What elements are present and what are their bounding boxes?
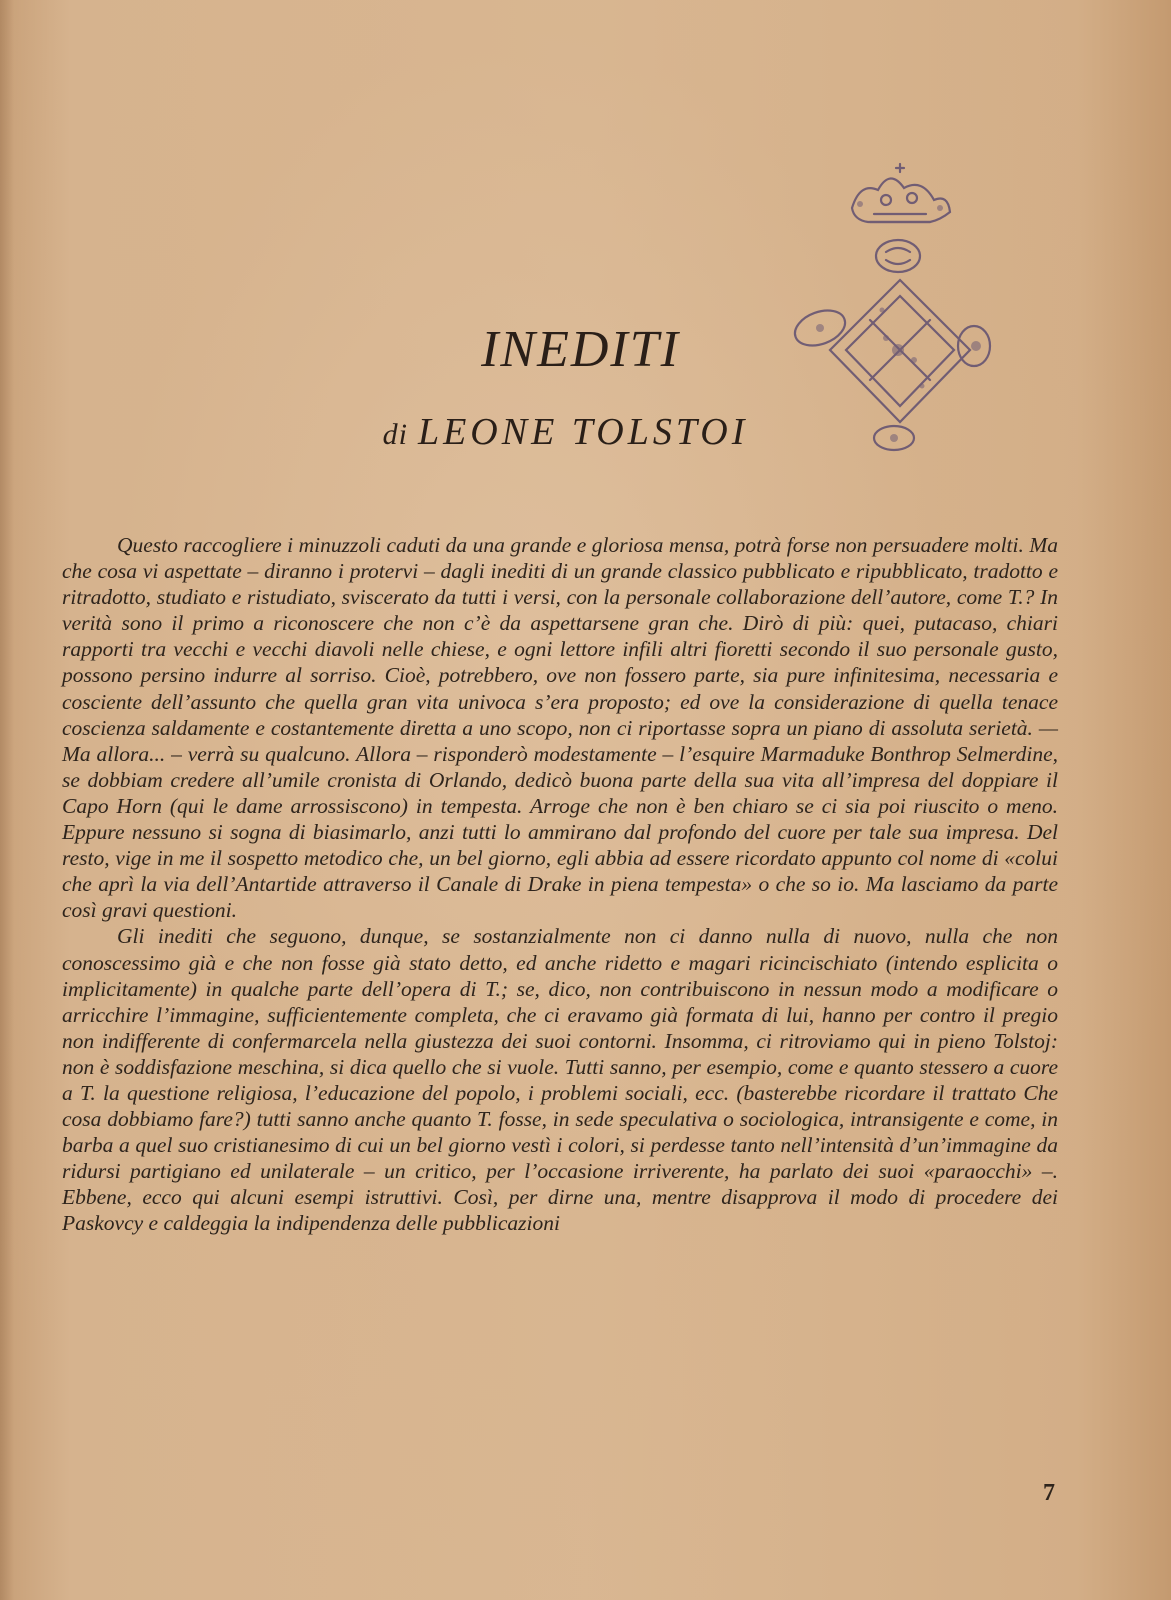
byline-prefix: di: [382, 418, 408, 451]
byline-author: LEONE TOLSTOI: [417, 411, 749, 453]
library-stamp-icon: [790, 160, 1010, 460]
paragraph: Gli inediti che seguono, dunque, se sostanzialmente non ci danno nulla di nuovo, nulla che non conoscessimo già e che non fosse già stato detto, ed anche ridetto e magari ricincischiato (intendo esplicita o implicitamente) in qualche parte dell’opera di T.; se, dico, non contribuiscono in nessun modo a modificare o arricchire l’immagine, sufficientemente completa, che ci eravamo già formata di lui, hanno per contro il pregio non indifferente di confermarcela nella giustezza dei suoi contorni. Insomma, ci ritroviamo qui in pieno Tolstoj: non è soddisfazione meschina, si dica quello che si vuole. Tutti sanno, per esempio, come e quanto stessero a cuore a T. la questione religiosa, l’educazione del popolo, i problemi sociali, ecc. (basterebbe ricordare il trattato Che cosa dobbiamo fare?) tutti sanno anche quanto T. fosse, in sede speculativa o sociologica, intransigente e come, in barba a quel suo cristianesimo di cui un bel giorno vestì i colori, si perdesse tanto nell’intensità d’un’immagine da ridursi partigiano ed unilaterale – un critico, per l’occasione irriverente, ha parlato dei suoi «paraocchi» –. Ebbene, ecco qui alcuni esempi istruttivi. Così, per dirne una, mentre disapprova il modo di procedere dei Paskovcy e caldeggia la indipendenza delle pubblicazioni: [62, 924, 1058, 1236]
page-number: 7: [1043, 1480, 1055, 1506]
article-body: [62, 532, 1058, 1237]
article-title: INEDITI: [481, 321, 680, 378]
paragraph: Questo raccogliere i minuzzoli caduti da una grande e gloriosa mensa, potrà forse non persuadere molti. Ma che cosa vi aspettate – diranno i protervi – dagli inediti di un grande classico pubblicato e ripubblicato, tradotto e ritradotto, studiato e ristudiato, sviscerato da tutti i versi, con la personale collaborazione dell’autore, come T.? In verità sono il primo a riconoscere che non c’è da aspettarsene gran che. Dirò di più: quei, putacaso, chiari rapporti tra vecchi e vecchi diavoli nelle chiese, e ogni lettore infili altri fioretti secondo il suo personale gusto, possono persino indurre al sorriso. Cioè, potrebbero, ove non fossero parte, sia pure infinitesima, necessaria e cosciente dell’assunto che quella gran vita univoca s’era proposto; ed ove la considerazione di quella tenace coscienza saldamente e costantemente diretta a uno scopo, non ci riportasse sopra un piano di assoluta serietà. — Ma allora... – verrà su qualcuno. Allora – risponderò modestamente – l’esquire Marmaduke Bonthrop Selmerdine, se dobbiam credere all’umile cronista di Orlando, dedicò buona parte della sua vita all’impresa del doppiare il Capo Horn (qui le dame arrossiscono) in tempesta. Arroge che non è ben chiaro se ci sia poi riuscito o meno. Eppure nessuno si sogna di biasimarlo, anzi tutti lo ammirano dal profondo del cuore per tale sua impresa. Del resto, vige in me il sospetto metodico che, un bel giorno, egli abbia ad essere ricordato appunto col nome di «colui che aprì la via dell’Antartide attraverso il Canale di Drake in piena tempesta» o che so io. Ma lasciamo da parte così gravi questioni.: [62, 533, 1058, 923]
page-edge-shadow: [0, 0, 14, 1600]
